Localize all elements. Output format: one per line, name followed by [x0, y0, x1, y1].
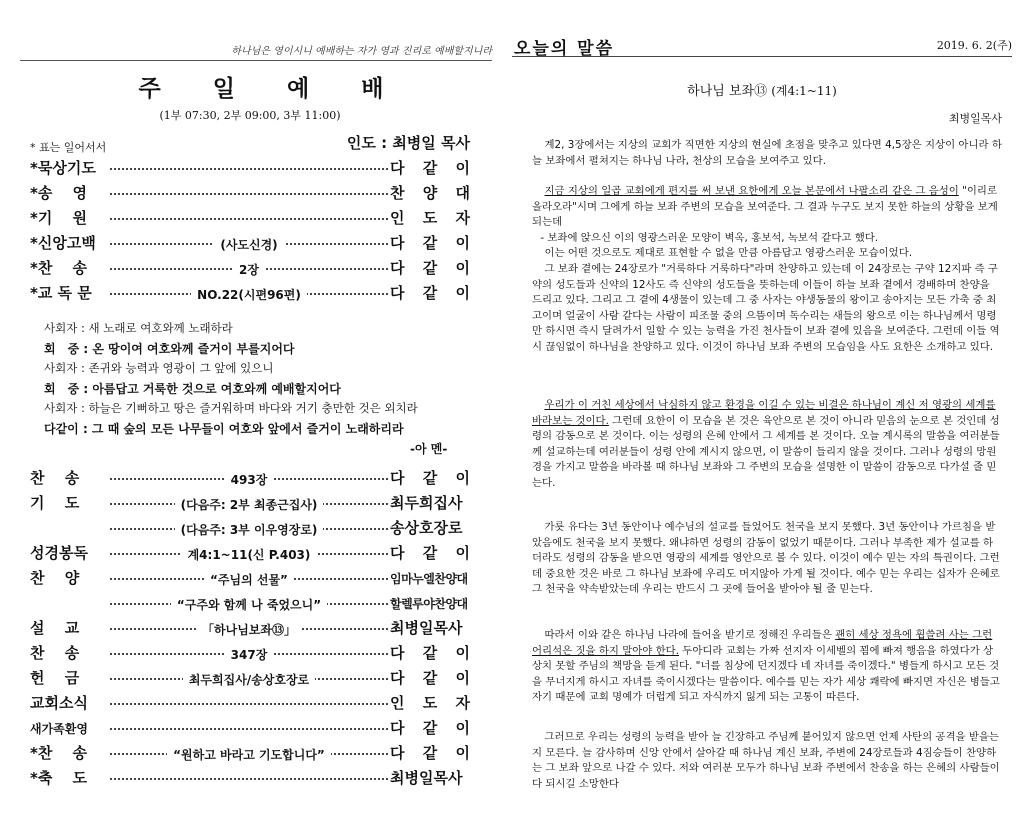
leader-dots	[110, 218, 388, 220]
order-person: 할렐루야찬양대	[390, 597, 468, 611]
paragraph	[532, 184, 1002, 356]
order-person: 다 같 이	[390, 719, 470, 737]
order-row	[30, 617, 470, 641]
order-row	[30, 742, 470, 766]
note-row	[30, 136, 470, 155]
paragraph	[532, 520, 1002, 598]
order-detail: “주님의 선물”	[204, 573, 294, 587]
order-label: 찬 양	[30, 569, 80, 587]
responsive-line: 회 중 : 아름답고 거룩한 것으로 여호와께 예배할지어다	[44, 382, 341, 396]
sermon-header	[512, 34, 1012, 57]
paragraph-text-cont: 두아디라 교회는 가짜 선지자 이세벨의 꾐에 빠져 행음을 하였다가 상상치 못할 주님의 책망을 듣게 된다. "너를 침상에 던지겠다 네 자녀를 죽이겠다." 병들게 하시고 모든 것을 무너지게 하시고 자녀를 죽이시겠다는 말씀이다. 예수를 믿는 자가 세상 쾌락에 빠지면 자신은 병들고 자기 때문에 교회 명예가 더럽게 되고 자식까지 잃게 되는 고통이 따른다.	[532, 644, 1000, 704]
order-person: 다 같 이	[390, 159, 470, 177]
paragraph-text: 계2, 3장에서는 지상의 교회가 직면한 지상의 현실에 초점을 맞추고 있다면 4,5장은 지상이 아니라 하늘 보좌에서 펼쳐지는 하나님 나라, 천상의 모습을 보여주고 있다.	[532, 139, 1002, 167]
order-detail: (다음주: 3부 이우영장로)	[175, 523, 324, 537]
paragraph-text-cont: 그런데 요한이 이 모습을 본 것은 육안으로 본 것이 아니라 믿음의 눈으로 본 것인데 성령의 감동으로 본 것이다. 이는 성령의 은혜 안에서 그 세계를 본 것이다. 오늘 계시록의 말씀을 여러분들께 설교하는데 여러분들이 성령 안에 계시지 않으면, 이 말씀이 들리지 않을 것이다. 그러나 성령의 망원경을 가지고 말씀을 바라볼 때 하나님 보좌와 그 주변의 모습을 설명한 이 말씀이 감동으로 다가설 줄 믿는다.	[532, 414, 1000, 489]
order-person: 다 같 이	[390, 644, 470, 662]
order-label: 성경봉독	[30, 544, 88, 562]
order-row	[30, 232, 470, 256]
responsive-line: 회 중 : 온 땅이여 여호와께 즐거이 부를지어다	[44, 342, 295, 356]
order-label: 설 교	[30, 619, 80, 637]
order-label: *송 영	[30, 184, 88, 202]
scripture-ref: (계4:1~11)	[771, 84, 837, 98]
order-label: 기 도	[30, 494, 80, 512]
order-row	[30, 157, 470, 181]
order-person: 찬 양 대	[390, 184, 470, 202]
responsive-line: 사회자 : 하늘은 기뻐하고 땅은 즐거워하며 바다와 거기 충만한 것은 외치라	[44, 401, 418, 415]
order-detail: 계4:1~11(신 P.403)	[182, 548, 317, 562]
order-label: *묵상기도	[30, 159, 96, 177]
order-detail: 최두희집사/송상호장로	[183, 673, 315, 687]
order-label: *축 도	[30, 769, 88, 787]
service-leader: 인도 : 최병일 목사	[346, 134, 470, 152]
order-person: 다 같 이	[390, 669, 470, 687]
paragraph	[532, 730, 1002, 792]
order-row	[30, 567, 470, 591]
page-title: 주 일 예 배	[138, 76, 406, 102]
order-label: 새가족환영	[30, 722, 88, 736]
order-label: *교 독 문	[30, 284, 92, 302]
paragraph-text: 가룟 유다는 3년 동안이나 예수님의 설교를 들었어도 천국을 보지 못했다. 3년 동안이나 가르침을 받았음에도 천국을 보지 못했다. 왜냐하면 성령의 감동이 없었기 때문이다. 그러나 부족한 제가 설교를 하더라도 성령의 감동을 받으면 영광의 세계를 영안으로 볼 수 있다. 이것이 예수 믿는 자의 특권이다. 그런데 중요한 것은 바로 그 하나님 보좌에 우리도 머지않아 가게 될 것이다. 예수 믿는 우리는 십자가 은혜로 그 천국을 약속받았는데 우리는 반드시 그 곳에 들어올 받아야 될 줄 믿는다.	[532, 521, 1000, 596]
responsive-line: 사회자 : 새 노래로 여호와께 노래하라	[44, 321, 233, 335]
amen: -아 멘-	[410, 442, 448, 456]
order-person: 최병일목사	[390, 619, 463, 637]
order-person: 인 도 자	[390, 694, 470, 712]
sermon-title-text: 하나님 보좌⑬	[687, 84, 768, 99]
stand-note: * 표는 일어서서	[30, 141, 107, 154]
order-row	[30, 517, 470, 541]
order-label: *기 원	[30, 209, 88, 227]
order-label: *찬 송	[30, 259, 88, 277]
worship-order-page	[0, 0, 500, 824]
order-person: 다 같 이	[390, 234, 470, 252]
order-detail: 493장	[225, 473, 274, 487]
list-item: - 보좌에 앉으신 이의 영광스러운 모양이 벽옥, 홍보석, 녹보석 같다고 했다.	[540, 231, 879, 244]
paragraph	[532, 138, 1002, 169]
order-detail: “원하고 바라고 기도합니다”	[167, 748, 331, 762]
order-person: 다 같 이	[390, 259, 470, 277]
leader-dots	[110, 168, 388, 170]
order-detail: (다음주: 2부 최종근집사)	[175, 498, 324, 512]
order-person: 다 같 이	[390, 284, 470, 302]
paragraph-text	[532, 184, 1002, 231]
underlined-text: 괜히 세상 정욕에 휩쓸려 사는 그런 어리석은 짓을 하지 말아야 한다.	[532, 629, 993, 657]
order-detail: “구주와 함께 나 죽었으니”	[171, 598, 327, 612]
order-row	[30, 467, 470, 491]
order-label: 헌 금	[30, 669, 80, 687]
order-row	[30, 207, 470, 231]
paragraph-text: 그러므로 우리는 성령의 능력을 받아 늘 긴장하고 주님께 붙어있지 않으면 언제 사탄의 공격을 받을는지 모른다. 늘 감사하며 신앙 안에서 살아갈 때 하나님 계신 보좌, 주변에 24장로들과 4짐승들이 찬양하는 그 보좌 앞으로 나갈 수 있다. 저와 여러분 모두가 하나님 보좌 주변에서 찬송을 하는 은혜의 사람들이 다 되시길 소망한다	[532, 731, 1000, 790]
paragraph-text	[532, 628, 1002, 706]
order-label: *신앙고백	[30, 234, 96, 252]
order-row	[30, 667, 470, 691]
order-row	[30, 257, 470, 281]
sermon-page	[512, 0, 1012, 824]
order-row	[30, 592, 470, 616]
order-detail: 2장	[233, 263, 265, 277]
paragraph-text	[532, 398, 1002, 492]
order-label: 찬 송	[30, 644, 80, 662]
leader-dots	[110, 778, 388, 780]
order-detail: (사도신경)	[214, 238, 283, 252]
sermon-author: 최병일목사	[948, 112, 1002, 125]
sermon-title	[512, 80, 1012, 99]
paragraph-text-cont: "이리로 올라오라"시며 그에게 하늘 보좌 주변의 모습을 보여준다. 그 결과 누구도 보지 못한 하늘의 상황을 보게 되는데	[532, 185, 998, 229]
order-detail: NO.22(시편96편)	[191, 288, 307, 302]
underlined-text: 지금 지상의 일곱 교회에게 편지를 써 보낸 요한에게 오늘 본문에서 나팔소리 같은 그 음성이	[544, 185, 959, 197]
paragraph	[532, 628, 1002, 706]
order-row	[30, 692, 470, 716]
order-person: 인 도 자	[390, 209, 470, 227]
order-person: 다 같 이	[390, 544, 470, 562]
order-row	[30, 717, 470, 741]
order-row	[30, 282, 470, 306]
header-title: 오늘의 말씀	[514, 39, 615, 59]
order-person: 다 같 이	[390, 744, 470, 762]
leader-dots	[110, 193, 388, 195]
leader-dots	[110, 703, 388, 705]
order-label: 교회소식	[30, 694, 88, 712]
responsive-line: 다같이 : 그 때 숲의 모든 나무들이 여호와 앞에서 즐거이 노래하리라	[44, 422, 404, 436]
paragraph-text: 이는 어떤 것으로도 제대로 표현할 수 없을 만큼 아름답고 영광스러운 모습이었다.	[544, 247, 913, 260]
order-person: 다 같 이	[390, 469, 470, 487]
order-person: 송상호장로	[390, 519, 463, 537]
order-label: *찬 송	[30, 744, 88, 762]
order-person: 최병일목사	[390, 769, 463, 787]
paragraph-text: 그 보좌 곁에는 24장로가 "거룩하다 거룩하다"라며 찬양하고 있는데 이 24장로는 구약 12지파 즉 구약의 성도들과 신약의 12사도 즉 신약의 성도들을 뜻하는데 이들이 하늘 보좌 곁에서 경배하며 찬양을 드리고 있다. 그리고 그 곁에 4생물이 있는데 그 중 사자는 야생동물의 왕이고 송아지는 모든 가축 중 최고이며 얼굴이 사람 같다는 사람이 피조물 중의 으뜸이며 독수리는 새들의 왕으로 이는 하나님께서 명령만 하시면 즉시 달려가서 일할 수 있는 능력을 가진 천사들이 보좌 곁에 있음을 보여준다. 그런데 이들 역시 끊임없이 하나님을 찬양하고 있다. 이것이 하나님 보좌 주변의 모습임을 사도 요한은 소개하고 있다.	[532, 262, 1000, 353]
order-row	[30, 542, 470, 566]
order-person: 임마누엘찬양대	[390, 572, 468, 586]
header-date: 2019. 6. 2(주)	[936, 39, 1012, 52]
order-row	[30, 182, 470, 206]
order-row	[30, 767, 470, 791]
order-detail: 347장	[225, 648, 274, 662]
paragraph	[532, 398, 1002, 492]
header-motto: 하나님은 영이시니 예배하는 자가 영과 진리로 예배할지니라	[20, 42, 492, 61]
order-row	[30, 642, 470, 666]
underlined-text: 우리가 이 거친 세상에서 낙심하지 않고 환경을 이길 수 있는 비결은 하나님이 계신 저 영광의 세계를 바라보는 것이다.	[532, 399, 996, 427]
service-times: (1부 07:30, 2부 09:00, 3부 11:00)	[159, 109, 341, 122]
paragraph-text-start: 따라서 이와 같은 하나님 나라에 들어올 받기로 정해진 우리들은	[544, 629, 836, 641]
order-label: 찬 송	[30, 469, 80, 487]
order-row	[30, 492, 470, 516]
leader-dots	[110, 728, 388, 730]
order-person: 최두희집사	[390, 494, 463, 512]
responsive-line: 사회자 : 존귀와 능력과 영광이 그 앞에 있으니	[44, 361, 274, 375]
order-detail: 「하나님보좌⑬」	[196, 623, 302, 637]
